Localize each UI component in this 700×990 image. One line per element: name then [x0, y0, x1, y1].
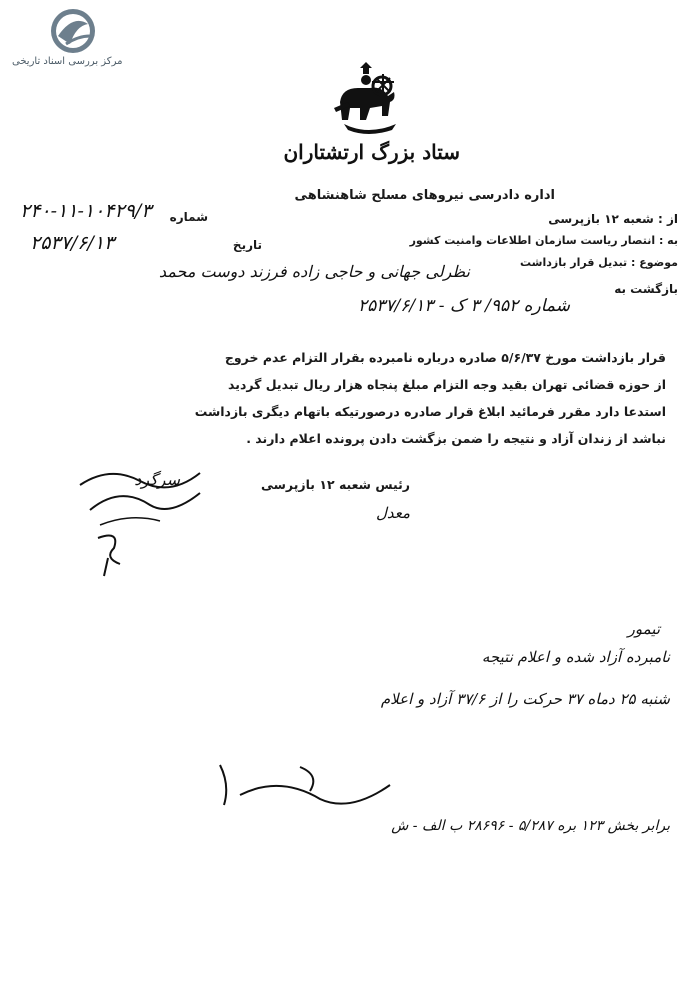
lion-and-sun-emblem-icon [330, 62, 408, 138]
archive-logo-icon [48, 6, 98, 56]
note-1-heading: تیمور [627, 620, 660, 638]
signatory-name-handwritten: معدل [375, 504, 410, 522]
reference-line: بازگشت به [614, 282, 678, 296]
initial-mark [90, 528, 130, 578]
note-3-line: برابر بخش ۱۲۳ بره ۵/۲۸۷ - ۲۸۶۹۶ ب الف - ش [391, 818, 670, 834]
number-label: شماره [169, 210, 208, 224]
subject-handwritten: نظرلی جهانی و حاجی زاده فرزند دوست محمد [158, 262, 470, 281]
department-line: اداره دادرسی نیروهای مسلح شاهنشاهی [294, 188, 555, 203]
handwritten-signature [70, 455, 220, 535]
signatory-title-handwritten: سرگرد [134, 470, 180, 489]
letter-date: ۲۵۳۷/۶/۱۳ [30, 232, 115, 254]
body-line-1: قرار بازداشت مورخ ۵/۶/۳۷ صادره درباره نامبرده بقرار التزام عدم خروج [224, 350, 666, 365]
organization-title: ستاد بزرگ ارتشتاران [283, 140, 460, 164]
note-1-line: نامبرده آزاد شده و اعلام نتیجه [481, 648, 670, 666]
signatory-title: رئیس شعبه ۱۲ بازپرسی [260, 477, 410, 492]
letter-number: ۲۴۰-۱۱-۱۰۴۲۹/۳ [20, 200, 152, 222]
to-line: به : انتصار ریاست سازمان اطلاعات وامنیت کشور [409, 234, 678, 247]
from-line: از : شعبه ۱۲ بازپرسی [548, 212, 678, 226]
handwritten-signature-2 [200, 755, 440, 825]
watermark-text: مرکز بررسی اسناد تاریخی [12, 56, 123, 67]
date-label: تاریخ [232, 238, 262, 252]
body-line-3: استدعا دارد مقرر فرمائید ابلاغ قرار صادره درصورتیکه باتهام دیگری بازداشت [194, 404, 666, 419]
reference-handwritten: شماره ۹۵۲/ ۳ ک - ۲۵۳۷/۶/۱۳ [357, 296, 570, 316]
note-2-line: شنبه ۲۵ دماه ۳۷ حرکت را از ۳۷/۶ آزاد و اعلام [380, 690, 670, 708]
subject-line: موضوع : تبدیل قرار بازداشت [519, 256, 678, 269]
body-line-2: از حوزه قضائی تهران بقید وجه التزام مبلغ پنجاه هزار ریال تبدیل گردید [228, 377, 666, 392]
body-line-4: نباشد از زندان آزاد و نتیجه را ضمن بزگشت دادن پرونده اعلام دارند . [246, 431, 666, 446]
